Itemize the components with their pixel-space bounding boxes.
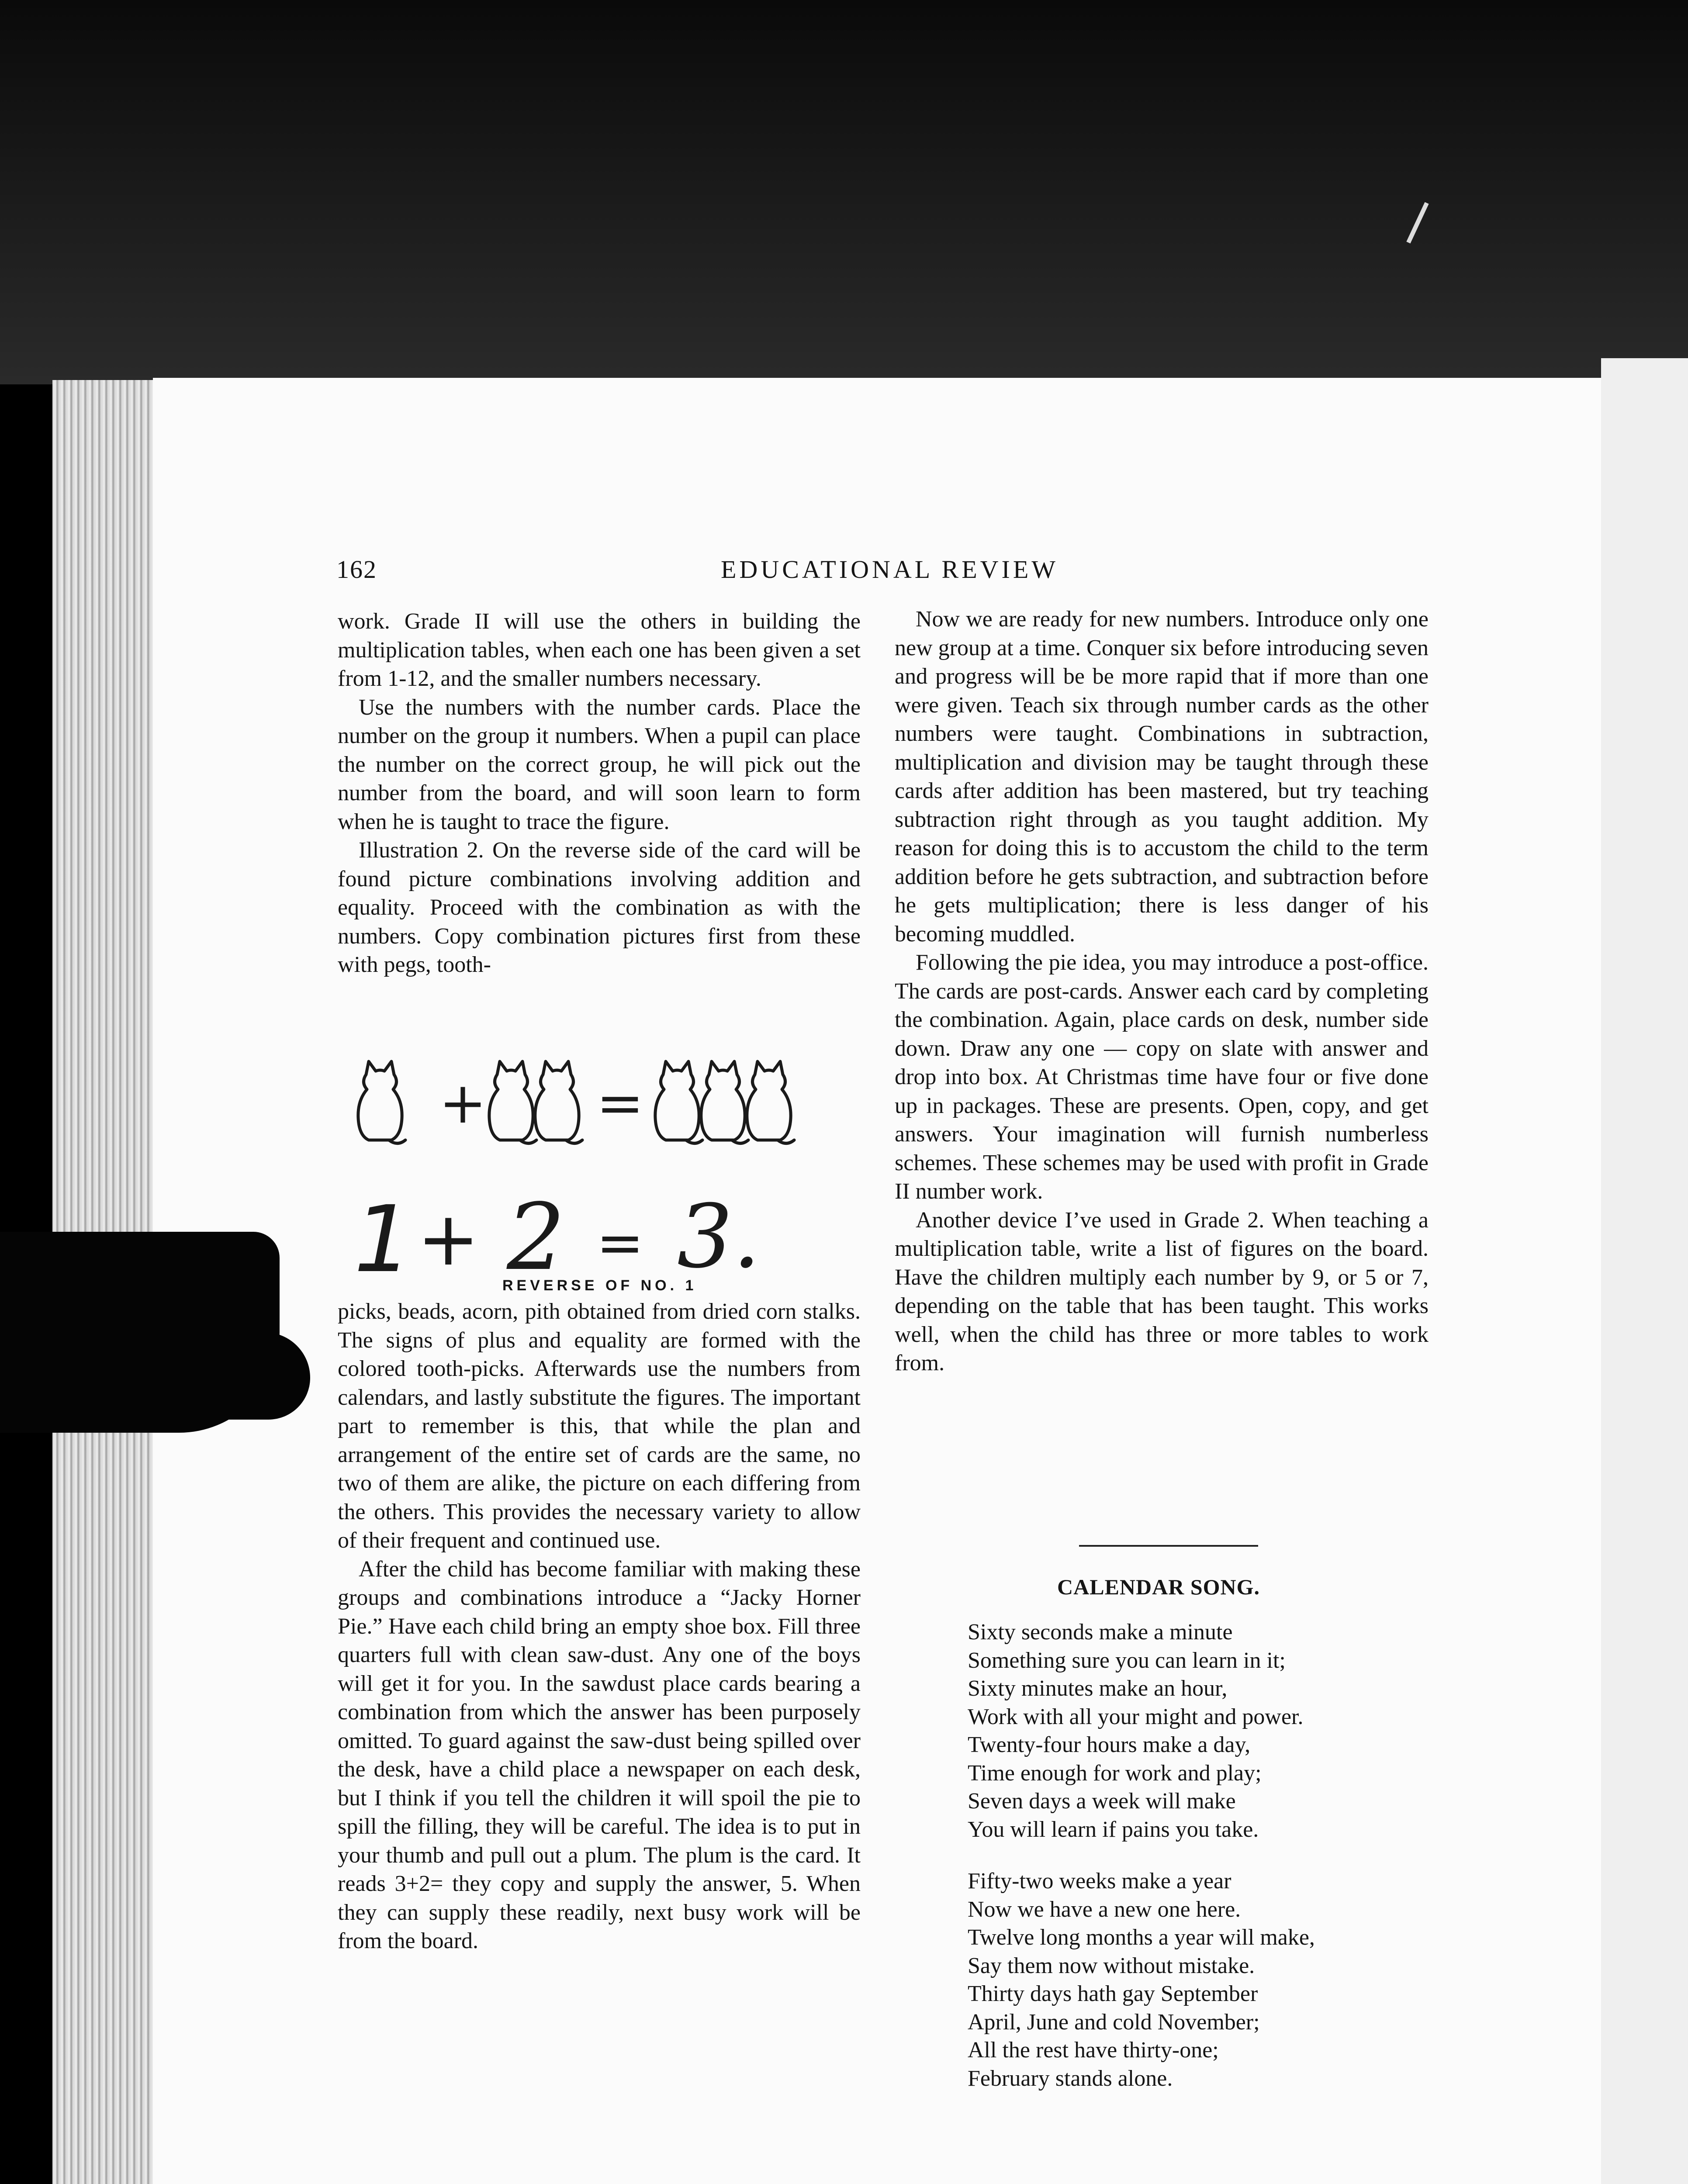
- song-title: CALENDAR SONG.: [1057, 1575, 1260, 1599]
- cat-figure: [655, 1061, 699, 1140]
- cat-figure: [747, 1061, 791, 1140]
- plus-sign: +: [439, 1070, 487, 1136]
- poem-line: Say them now without mistake.: [968, 1953, 1255, 1978]
- poem-line: Work with all your might and power.: [968, 1704, 1304, 1729]
- numeral-three: 3.: [677, 1186, 761, 1280]
- running-head-title: EDUCATIONAL REVIEW: [721, 555, 1059, 584]
- paragraph: After the child has become familiar with making these groups and combinations introduce a “Jacky Horner Pie.” Have each child bring an empty shoe box. Fill three quarters full with clean saw-dust. Any one of the boys will get it for you. In the sawdust place cards bearing a combination from which the answer has been purposely omitted. To guard against the saw-dust being spilled over the desk, have a child place a newspaper on each desk, but I think if you tell the children it will spoil the pie to spill the filling, they will be careful. The idea is to put in your thumb and pull out a plum. The plum is the card. It reads 3+2= they copy and supply the answer, 5. When they can supply these readily, next busy work will be from the board.: [338, 1556, 861, 1953]
- poem-line: Fifty-two weeks make a year: [968, 1869, 1231, 1894]
- numeral-one: 1: [354, 1186, 412, 1280]
- cat-combination-illustration: [345, 1035, 869, 1280]
- poem-line: April, June and cold November;: [968, 2009, 1260, 2035]
- poem-line: Sixty minutes make an hour,: [968, 1676, 1228, 1701]
- poem-line: Sixty seconds make a minute: [968, 1620, 1233, 1645]
- scanner-background: [0, 0, 1688, 384]
- cat-tail: [520, 1140, 536, 1144]
- cat-tail: [566, 1140, 582, 1144]
- poem-line: February stands alone.: [968, 2066, 1173, 2091]
- cat-tail: [732, 1140, 748, 1144]
- page-number: 162: [336, 555, 377, 584]
- numeral-plus: +: [417, 1196, 480, 1280]
- paragraph: work. Grade II will use the others in building the multiplication tables, when each one has been given a set from 1-12, and the smaller numbers necessary.: [338, 609, 861, 691]
- cat-figure: [489, 1061, 533, 1140]
- poem-line: You will learn if pains you take.: [968, 1817, 1259, 1842]
- song-stanza-1: [968, 1618, 1303, 1844]
- scanner-thumb-tip: [166, 1332, 310, 1420]
- cat-figures: [358, 1061, 794, 1144]
- numeral-two: 2: [507, 1184, 565, 1280]
- paragraph: Another device I’ve used in Grade 2. When teaching a multiplication table, write a list of figures on the board. Have the children multiply each number by 9, or 5 or 7, depending on the table that has been taught. This works well, when the child has three or more tables to work from.: [895, 1207, 1429, 1375]
- paragraph: Illustration 2. On the reverse side of the card will be found picture combinations involving addition and equality. Proceed with the combination as with the numbers. Copy combination pictures first from these with pegs, tooth-: [338, 838, 861, 977]
- poem-line: Time enough for work and play;: [968, 1760, 1262, 1786]
- paragraph: Following the pie idea, you may introduce a post-office. The cards are post-cards. Answer each card by completing the combination. Again, place cards on desk, number side down. Draw any one — copy on slate with answer and drop into box. At Christmas time have four or five done up in packages. These are presents. Open, copy, and get answers. Your imagination will furnish numberless schemes. These schemes may be used with profit in Grade II number work.: [895, 950, 1429, 1204]
- cat-tail: [389, 1140, 405, 1144]
- poem-line: Something sure you can learn in it;: [968, 1648, 1286, 1673]
- poem-line: Twelve long months a year will make,: [968, 1925, 1315, 1950]
- cat-figure: [535, 1061, 579, 1140]
- paragraph: Now we are ready for new numbers. Introduce only one new group at a time. Conquer six before introducing seven and progress will be be more rapid that if more than one were given. Teach six through number cards as the other numbers were taught. Combinations in subtraction, multiplication and division may be taught through these cards after addition has been mastered, but try teaching subtraction right through as you taught addition. My reason for doing this is to accustom the child to the term addition before he gets subtraction, and subtraction before he gets multiplication; there is less danger of his becoming muddled.: [895, 607, 1429, 947]
- poem-line: Thirty days hath gay September: [968, 1981, 1258, 2006]
- poem-line: All the rest have thirty-one;: [968, 2038, 1219, 2063]
- cat-figure: [701, 1061, 745, 1140]
- left-column-top: [338, 607, 861, 979]
- right-column: [895, 605, 1429, 1378]
- paragraph: picks, beads, acorn, pith obtained from dried corn stalks. The signs of plus and equality are formed with the colored tooth-picks. Afterwards use the numbers from calendars, and lastly substitute the figures. The important part to remember is this, that while the plan and arrangement of the entire set of cards are the same, no two of them are alike, the picture on each differing from the others. This provides the necessary variety to allow of their frequent and continued use.: [338, 1299, 861, 1553]
- cat-tail: [686, 1140, 702, 1144]
- section-divider: [1079, 1545, 1258, 1547]
- cat-tail: [778, 1140, 794, 1144]
- illustration-caption: REVERSE OF NO. 1: [502, 1277, 697, 1294]
- paragraph: Use the numbers with the number cards. Place the number on the group it numbers. When a pupil can place the number on the correct group, he will pick out the number from the board, and will soon learn to form when he is taught to trace the figure.: [338, 695, 861, 834]
- cat-figure: [358, 1061, 402, 1140]
- poem-line: Seven days a week will make: [968, 1789, 1236, 1814]
- song-stanza-2: [968, 1867, 1315, 2093]
- poem-line: Twenty-four hours make a day,: [968, 1732, 1251, 1757]
- facing-page-edge: [1601, 358, 1688, 2184]
- poem-line: Now we have a new one here.: [968, 1897, 1241, 1922]
- equals-sign: =: [596, 1070, 644, 1136]
- left-column-bottom: [338, 1297, 861, 1956]
- numeral-equals: =: [596, 1209, 644, 1276]
